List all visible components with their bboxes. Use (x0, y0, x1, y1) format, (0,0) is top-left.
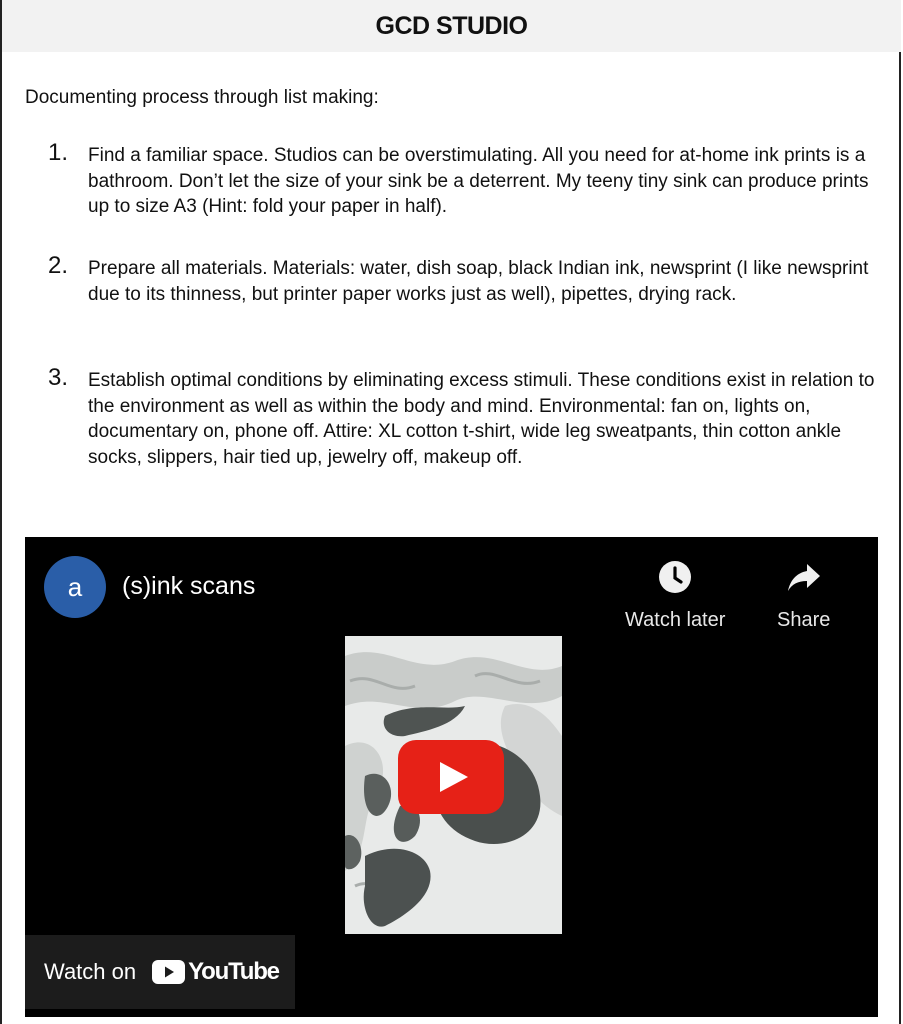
step-number: 1. (48, 139, 69, 166)
step-text: Establish optimal conditions by eliminating excess stimuli. These conditions exist in relation to the environment as well as within the body and mind. Environmental: fan on, lights on, documentary on, phone off. Attire: XL cotton t-shirt, wide leg sweatpants, thin cotton ankle socks, slippers, hair tied up, jewelry off, makeup off. (88, 370, 875, 468)
share-button[interactable] (777, 559, 830, 632)
youtube-wordmark: YouTube (188, 958, 279, 985)
list-item (48, 140, 878, 220)
share-label: Share (777, 609, 831, 631)
step-number: 3. (48, 364, 69, 391)
share-arrow-icon (777, 559, 830, 595)
watch-later-label: Watch later (625, 609, 726, 631)
watch-on-youtube-button[interactable] (25, 935, 295, 1009)
site-header (2, 0, 901, 52)
play-icon (398, 740, 504, 814)
intro-text: Documenting process through list making: (25, 87, 379, 108)
list-item (48, 365, 878, 470)
watch-on-label: Watch on (44, 959, 137, 984)
play-button[interactable] (398, 740, 504, 814)
list-item (48, 253, 878, 307)
channel-initial: a (67, 571, 83, 602)
step-text: Prepare all materials. Materials: water, dish soap, black Indian ink, newsprint (I like newsprint due to its thinness, but printer paper works just as well), pipettes, drying rack. (88, 258, 869, 305)
video-title[interactable]: (s)ink scans (122, 572, 256, 600)
youtube-embed[interactable] (25, 537, 878, 1017)
site-logo[interactable]: GCD STUDIO (375, 11, 528, 40)
youtube-logo-icon (152, 958, 279, 986)
step-text: Find a familiar space. Studios can be overstimulating. All you need for at-home ink prints is a bathroom. Don’t let the size of your sink be a deterrent. My teeny tiny sink can produce prints up to size A3 (Hint: fold your paper in half). (88, 145, 869, 217)
watch-later-button[interactable] (625, 559, 725, 632)
channel-avatar[interactable] (44, 556, 106, 618)
clock-icon (625, 559, 725, 595)
step-number: 2. (48, 252, 69, 279)
